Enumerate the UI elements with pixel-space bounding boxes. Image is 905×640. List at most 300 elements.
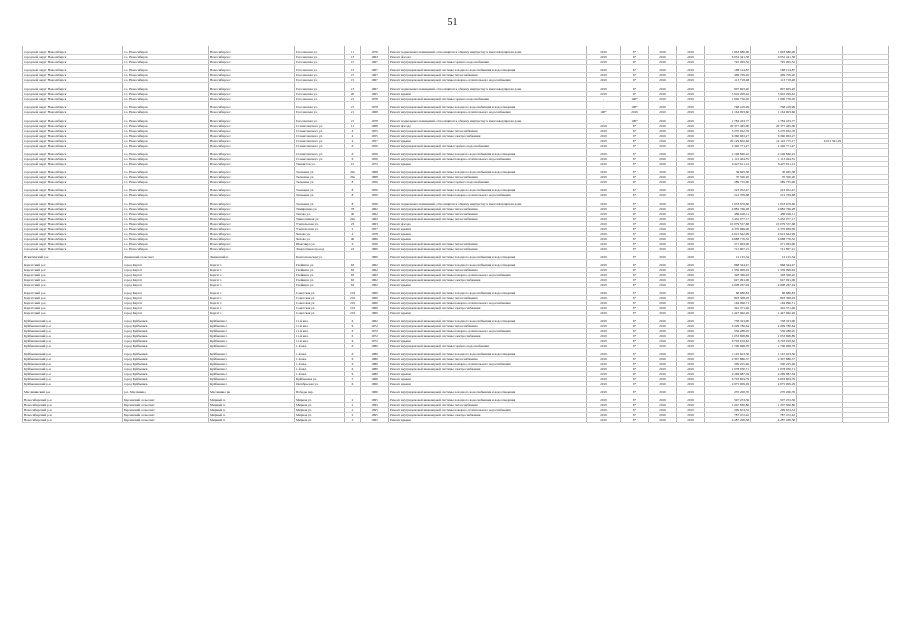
settlement-cell: р.п. Маслянино [123,390,209,395]
plan-year-cell: 2019 [587,175,621,180]
street-cell: Гоголевская ул. [295,73,345,78]
municipality-cell: городской округ Новосибирск [23,157,123,162]
street-cell: Станиславского ул. [295,152,345,157]
build-year-cell: 1968 [361,124,389,129]
start-year-cell: 2016 [649,83,677,92]
settlement-cell: город Куйбышев [123,324,209,329]
street-cell: 1-й квл. [295,362,345,367]
priority-cell: 100* [621,105,649,110]
priority-cell: 6* [621,372,649,377]
street-cell: Станиславского ул. [295,134,345,139]
fund-cost-cell: 4 209 780,64 [751,324,797,329]
total-cost-cell: 6 360 963,27 [705,134,751,139]
municipality-cell: городской округ Новосибирск [23,198,123,207]
end-year-cell: 2019 [677,115,705,124]
plan-year-cell: 2019 [587,301,621,306]
end-year-cell: 2019 [677,198,705,207]
plan-year-cell: - [587,97,621,102]
fund-cost-cell: 14 116 775,17 [751,139,797,144]
start-year-cell: 2016 [649,134,677,139]
end-year-cell: 2019 [677,362,705,367]
total-cost-cell: 4 376 969,06 [705,227,751,232]
plan-year-cell: 2019 [587,68,621,73]
house-number-cell: 76 [345,207,361,212]
start-year-cell: 2016 [649,319,677,324]
fund-cost-cell: 758 323,00 [751,319,797,324]
house-number-cell: 20а [345,175,361,180]
street-cell: Мирная ул. [295,398,345,403]
locality-cell: Новосибирск г. [209,124,295,129]
start-year-cell: 2016 [649,207,677,212]
total-cost-cell: 4 287 200,58 [705,418,751,423]
end-year-cell: 2019 [677,232,705,237]
locality-cell: Новосибирск г. [209,212,295,217]
locality-cell: Куйбышев г. [209,362,295,367]
build-year-cell: 1962 [361,207,389,212]
house-number-cell: 6 [345,242,361,247]
municipality-cell: городской округ Новосибирск [23,227,123,232]
municipality-cell: городской округ Новосибирск [23,207,123,212]
end-year-cell: 2019 [677,403,705,408]
build-year-cell: 1980 [361,367,389,372]
settlement-cell: Барлакский сельсовет [123,418,209,423]
plan-year-cell: 2019 [587,180,621,185]
priority-cell: 6* [621,212,649,217]
work-type-cell: Ремонт подвальных помещений, относящихся к общему имуществу в многоквартирном доме [389,83,587,92]
municipality-cell: Каргатский р-н [23,263,123,268]
locality-cell: Новосибирск г. [209,193,295,198]
house-number-cell: 8 [345,188,361,193]
locality-cell: Куйбышев г. [209,357,295,362]
locality-cell: Новосибирск г. [209,73,295,78]
total-cost-cell: 1 700 998,78 [705,344,751,349]
street-cell: Мирная ул. [295,413,345,418]
total-cost-cell: 36 665,38 [705,170,751,175]
priority-cell: 6* [621,268,649,273]
municipality-cell: Куйбышевский р-н [23,372,123,377]
end-year-cell: 2019 [677,68,705,73]
notes-cell [843,198,889,207]
plan-year-cell: 2019 [587,357,621,362]
settlement-cell: город Каргат [123,291,209,296]
fund-cost-cell: 803 308,03 [751,296,797,301]
work-type-cell: Ремонт внутридомовой инженерной системы теплоснабжения [389,324,587,329]
priority-cell: 6* [621,162,649,167]
municipality-cell: Каргатский р-н [23,306,123,311]
house-number-cell: 16 [345,247,361,252]
total-cost-cell: 6 427 611,12 [705,162,751,167]
locality-cell: Новосибирск г. [209,83,295,92]
plan-year-cell: 2019 [587,398,621,403]
fund-cost-cell: 1 113 404,55 [751,157,797,162]
end-year-cell: 2019 [677,152,705,157]
priority-cell: 6* [621,311,649,316]
house-number-cell: 6 [345,157,361,162]
work-type-cell: Ремонт внутридомовой инженерной системы холодного водоснабжения и водоотведения [389,319,587,324]
settlement-cell: Барлакский сельсовет [123,413,209,418]
house-number-cell: 4 [345,134,361,139]
end-year-cell: 2019 [677,222,705,227]
total-cost-cell: 4 882 766,28 [705,207,751,212]
extra-cost-cell [797,418,843,423]
end-year-cell: 2019 [677,390,705,395]
locality-cell: Мирный п. [209,398,295,403]
build-year-cell: 1960 [361,296,389,301]
build-year-cell: 1956 [361,180,389,185]
house-number-cell: 6 [345,357,361,362]
start-year-cell: 2016 [649,398,677,403]
priority-cell: 6* [621,291,649,296]
build-year-cell: 1972 [361,339,389,344]
start-year-cell: 2016 [649,278,677,283]
plan-year-cell: 2019 [587,263,621,268]
end-year-cell: 2019 [677,263,705,268]
build-year-cell: 1980 [361,372,389,377]
fund-cost-cell: 4 882 766,28 [751,207,797,212]
locality-cell: Каргат г. [209,278,295,283]
plan-year-cell: 2019 [587,198,621,207]
priority-cell: 6* [621,139,649,144]
municipality-cell: Куйбышевский р-н [23,339,123,344]
total-cost-cell: 1 033 698,89 [705,334,751,339]
settlement-cell: г.о. Новосибирск [123,242,209,247]
total-cost-cell: 536 288,05 [705,329,751,334]
locality-cell: Куйбышев г. [209,344,295,349]
street-cell: Октябрьская ул. [295,382,345,387]
plan-year-cell: 2019 [587,162,621,167]
locality-cell: Куйбышев г. [209,372,295,377]
work-type-cell: Ремонт фасада [389,55,587,60]
plan-year-cell: 2019 [587,170,621,175]
start-year-cell: 2016 [649,372,677,377]
total-cost-cell: 997 603,20 [705,83,751,92]
priority-cell: 6* [621,83,649,92]
locality-cell: Новосибирск г. [209,188,295,193]
extra-cost-cell [797,115,843,124]
house-number-cell: 2 [345,408,361,413]
settlement-cell: город Куйбышев [123,372,209,377]
end-year-cell: 2019 [677,301,705,306]
locality-cell: Новосибирск г. [209,60,295,65]
plan-year-cell: 2019 [587,129,621,134]
fund-cost-cell: 1 339 099,93 [751,268,797,273]
street-cell: Комсомольская ул. [295,255,345,260]
work-type-cell: Ремонт внутридомовой инженерной системы пожарно-отопительного водоснабжения [389,78,587,83]
municipality-cell: городской округ Новосибирск [23,92,123,97]
work-type-cell: Ремонт внутридомовой инженерной системы пожарно-отопительного водоснабжения [389,193,587,198]
priority-cell: 6* [621,329,649,334]
settlement-cell: г.о. Новосибирск [123,78,209,83]
priority-cell: 6* [621,68,649,73]
municipality-cell: городской округ Новосибирск [23,170,123,175]
plan-year-cell: 2019 [587,232,621,237]
total-cost-cell: 212 709,68 [705,193,751,198]
settlement-cell: г.о. Новосибирск [123,188,209,193]
house-number-cell: 2 [345,418,361,423]
settlement-cell: г.о. Новосибирск [123,134,209,139]
house-number-cell: 219 [345,311,361,316]
end-year-cell: 2019 [677,413,705,418]
start-year-cell: 2019 [649,110,677,115]
plan-year-cell: 2019 [587,83,621,92]
locality-cell: Куйбышев г. [209,329,295,334]
total-cost-cell: 20 377 465,00 [705,124,751,129]
work-type-cell: Ремонт фасада [389,124,587,129]
locality-cell: Куйбышев г. [209,377,295,382]
settlement-cell: г.о. Новосибирск [123,180,209,185]
settlement-cell: г.о. Новосибирск [123,129,209,134]
build-year-cell: 1964 [361,55,389,60]
total-cost-cell: 188 124,87 [705,68,751,73]
house-number-cell: 2 [345,413,361,418]
start-year-cell: 2016 [649,222,677,227]
work-type-cell: Ремонт подвальных помещений, относящихся к общему имуществу в многоквартирном доме [389,46,587,55]
build-year-cell: 1957 [361,139,389,144]
settlement-cell: г.о. Новосибирск [123,55,209,60]
fund-cost-cell: 768 419,99 [751,105,797,110]
end-year-cell: 2019 [677,157,705,162]
end-year-cell: 2019 [677,268,705,273]
settlement-cell: город Куйбышев [123,339,209,344]
house-number-cell: 8 [345,193,361,198]
locality-cell: Мирный п. [209,418,295,423]
priority-cell: 6* [621,237,649,242]
municipality-cell: городской округ Новосибирск [23,115,123,124]
build-year-cell: 1972 [361,329,389,334]
page-number: 51 [447,17,458,28]
house-number-cell: 23 [345,222,361,227]
work-type-cell: Ремонт внутридомовой инженерной системы горячего водоснабжения [389,97,587,102]
priority-cell: 6* [621,273,649,278]
build-year-cell: 1967 [361,60,389,65]
plan-year-cell: 2019 [587,242,621,247]
settlement-cell: г.о. Новосибирск [123,83,209,92]
locality-cell: Новосибирск г. [209,144,295,149]
work-type-cell: Ремонт внутридомовой инженерной системы холодного водоснабжения и водоотведения [389,352,587,357]
fund-cost-cell: 480 026,11 [751,212,797,217]
priority-cell: 6* [621,78,649,83]
start-year-cell: 2016 [649,377,677,382]
end-year-cell: 2019 [677,83,705,92]
settlement-cell: город Куйбышев [123,362,209,367]
fund-cost-cell: 113 718,48 [751,78,797,83]
priority-cell: 6* [621,134,649,139]
work-type-cell: Ремонт внутридомовой инженерной системы теплоснабжения [389,207,587,212]
start-year-cell: 2016 [649,115,677,124]
start-year-cell: 2016 [649,296,677,301]
house-number-cell: 219 [345,306,361,311]
municipality-cell: городской округ Новосибирск [23,83,123,92]
total-cost-cell: 597 253,36 [705,398,751,403]
total-cost-cell: 803 308,03 [705,296,751,301]
plan-year-cell: 100* [587,110,621,115]
priority-cell: 6* [621,157,649,162]
plan-year-cell: 2019 [587,157,621,162]
house-number-cell: 8 [345,180,361,185]
work-type-cell: Ремонт внутридомовой инженерной системы холодного водоснабжения и водоотведения [389,398,587,403]
work-type-cell: Ремонт внутридомовой инженерной системы холодного водоснабжения и водоотведения [389,188,587,193]
street-cell: Станиславского ул. [295,124,345,129]
fund-cost-cell: 6 688 776,32 [751,237,797,242]
street-cell: Тельмана ул. [295,188,345,193]
priority-cell: 6* [621,129,649,134]
locality-cell: Каргат г. [209,306,295,311]
total-cost-cell: 113 718,48 [705,78,751,83]
fund-cost-cell: 500 225,46 [751,362,797,367]
work-type-cell: Ремонт внутридомовой инженерной системы теплоснабжения [389,73,587,78]
locality-cell: Новосибирск г. [209,46,295,55]
municipality-cell: Новосибирский р-н [23,403,123,408]
priority-cell: 6* [621,193,649,198]
work-type-cell: Ремонт крыши [389,377,587,382]
street-cell: Советская ул. [295,291,345,296]
total-cost-cell: 469 709,20 [705,73,751,78]
locality-cell: Каргат г. [209,263,295,268]
work-type-cell: Ремонт крыши [389,382,587,387]
work-type-cell: Ремонт внутридомовой инженерной системы теплоснабжения [389,129,587,134]
street-cell: 11-й квл. [295,319,345,324]
work-type-cell: Ремонт крыши [389,418,587,423]
total-cost-cell: 758 323,00 [705,319,751,324]
locality-cell: Куйбышев г. [209,319,295,324]
municipality-cell: городской округ Новосибирск [23,55,123,60]
fund-cost-cell: 997 603,20 [751,83,797,92]
start-year-cell: 2016 [649,237,677,242]
build-year-cell: 1962 [361,273,389,278]
house-number-cell: 2 [345,403,361,408]
locality-cell: Новосибирск г. [209,247,295,252]
work-type-cell: Ремонт внутридомовой инженерной системы электроснабжения [389,413,587,418]
end-year-cell: 2019 [677,398,705,403]
work-type-cell: Ремонт крыши [389,339,587,344]
house-number-cell: 15 [345,60,361,65]
house-number-cell: 15 [345,78,361,83]
build-year-cell: 1956 [361,152,389,157]
work-type-cell: Ремонт внутридомовой инженерной системы электроснабжения [389,306,587,311]
end-year-cell: 2019 [677,237,705,242]
end-year-cell: 2019 [677,46,705,55]
priority-cell: 100* [621,115,649,124]
municipality-cell: Куйбышевский р-н [23,352,123,357]
start-year-cell: 2016 [649,291,677,296]
priority-cell: 6* [621,124,649,129]
plan-year-cell: 2019 [587,207,621,212]
house-number-cell: 6 [345,339,361,344]
street-cell: Тельмана ул. [295,175,345,180]
start-year-cell: 2016 [649,306,677,311]
municipality-cell: Куйбышевский р-н [23,377,123,382]
end-year-cell: 2019 [677,339,705,344]
settlement-cell: г.о. Новосибирск [123,175,209,180]
priority-cell: 6* [621,188,649,193]
street-cell: Мирная ул. [295,408,345,413]
start-year-cell: 2016 [649,162,677,167]
house-number-cell: 11 [345,124,361,129]
street-cell: Гоголевская ул. [295,115,345,124]
locality-cell: Новосибирск г. [209,175,295,180]
street-cell: Учительская ул. [295,222,345,227]
priority-cell: 6* [621,377,649,382]
settlement-cell: г.о. Новосибирск [123,68,209,73]
work-type-cell: Ремонт внутридомовой инженерной системы пожарно-отопительного водоснабжения [389,362,587,367]
end-year-cell: 2019 [677,296,705,301]
fund-cost-cell: 164 096,71 [751,301,797,306]
priority-cell: 6* [621,227,649,232]
house-number-cell: 21 [345,105,361,110]
municipality-cell: городской округ Новосибирск [23,60,123,65]
build-year-cell: 1978 [361,105,389,110]
plan-year-cell: 2019 [587,311,621,316]
locality-cell: Каргат г. [209,311,295,316]
total-cost-cell: 2 307 886,37 [705,357,751,362]
end-year-cell: 2019 [677,78,705,83]
fund-cost-cell: 212 709,68 [751,193,797,198]
house-number-cell: 6 [345,144,361,149]
municipality-cell: Новосибирский р-н [23,398,123,403]
total-cost-cell: 299 653,33 [705,408,751,413]
table-row [23,418,889,423]
priority-cell: 6* [621,73,649,78]
work-type-cell: Ремонт внутридомовой инженерной системы горячего водоснабжения [389,144,587,149]
priority-cell: 100* [621,97,649,102]
total-cost-cell: 4 269 987,04 [705,372,751,377]
total-cost-cell: 1 145 623,30 [705,352,751,357]
settlement-cell: г.о. Новосибирск [123,105,209,110]
locality-cell: Новосибирск г. [209,157,295,162]
build-year-cell: 1980 [361,357,389,362]
fund-cost-cell: 4 269 987,04 [751,372,797,377]
municipality-cell: городской округ Новосибирск [23,134,123,139]
house-number-cell: 29а [345,217,361,222]
plan-year-cell: 2019 [587,306,621,311]
municipality-cell: Искитимский р-н [23,255,123,260]
priority-cell: 6* [621,413,649,418]
municipality-cell: городской округ Новосибирск [23,68,123,73]
house-number-cell: 63 [345,283,361,288]
end-year-cell: 2019 [677,207,705,212]
total-cost-cell: 1 078 030,71 [705,367,751,372]
total-cost-cell: 1 663 686,00 [705,46,751,55]
start-year-cell: 2016 [649,344,677,349]
work-type-cell: Ремонт внутридомовой инженерной системы холодного водоснабжения и водоотведения [389,68,587,73]
total-cost-cell: 968 344,47 [705,263,751,268]
settlement-cell: г.о. Новосибирск [123,193,209,198]
priority-cell: 6* [621,180,649,185]
start-year-cell: 2016 [649,180,677,185]
fund-cost-cell: 6 003 604,79 [751,377,797,382]
priority-cell: 6* [621,319,649,324]
plan-year-cell: 2019 [587,408,621,413]
fund-cost-cell: 4 287 200,58 [751,418,797,423]
plan-year-cell: 2019 [587,78,621,83]
plan-year-cell: 2019 [587,339,621,344]
locality-cell: Новосибирск г. [209,217,295,222]
end-year-cell: 2019 [677,311,705,316]
house-number-cell: 11 [345,46,361,55]
total-cost-cell: 4 975 009,29 [705,382,751,387]
priority-cell: 6* [621,278,649,283]
work-type-cell: Ремонт внутридомовой инженерной системы пожарно-отопительного водоснабжения [389,157,587,162]
build-year-cell: 1976 [361,46,389,55]
start-year-cell: 2016 [649,339,677,344]
locality-cell: Каргат г. [209,291,295,296]
settlement-cell: г.о. Новосибирск [123,198,209,207]
start-year-cell: 2016 [649,324,677,329]
work-type-cell: Ремонт внутридомовой инженерной системы теплоснабжения [389,175,587,180]
start-year-cell: 2016 [649,139,677,144]
end-year-cell: 2019 [677,329,705,334]
work-type-cell: Ремонт крыши [389,237,587,242]
